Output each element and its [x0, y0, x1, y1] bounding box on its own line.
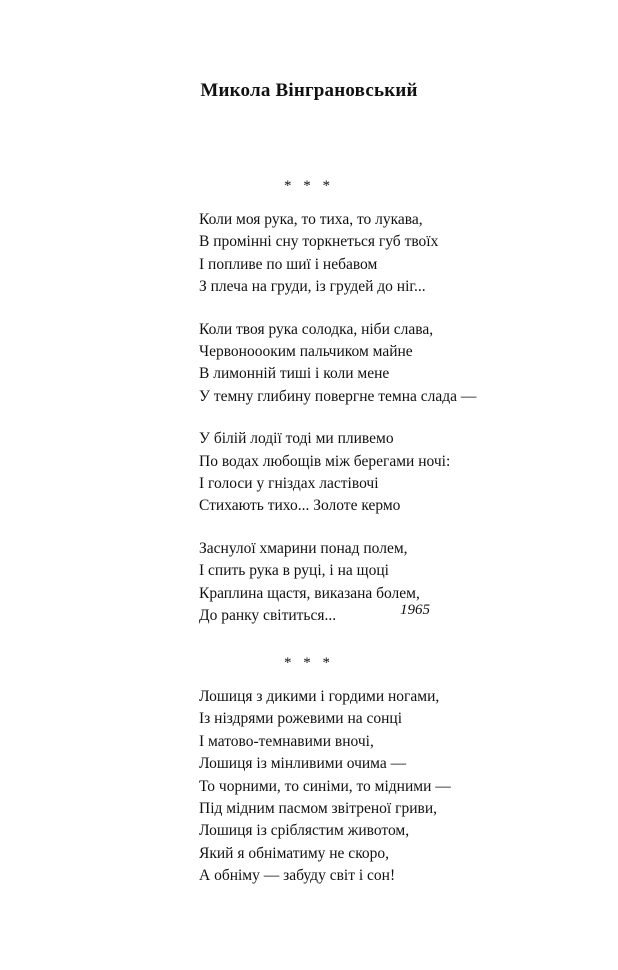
verse-line: Стихають тихо... Золоте кермо — [199, 497, 401, 515]
verse-line: Коли моя рука, то тиха, то лукава, — [199, 211, 423, 228]
poem-1-stanza-3 — [199, 428, 499, 518]
verse-line: А обніму — забуду світ і сон! — [199, 867, 396, 885]
poem-2-separator: * * * — [284, 655, 334, 671]
verse-line: Який я обніматиму не скоро, — [199, 844, 390, 862]
poem-1-stanza-4 — [199, 538, 499, 628]
poem-1-date: 1965 — [400, 602, 430, 618]
verse-line: Під мідним пасмом звітреної гриви, — [199, 800, 437, 818]
verse-line: Краплина щастя, виказана болем, — [199, 584, 420, 602]
verse-line: У білій лодії тоді ми пливемо — [199, 430, 394, 448]
verse-line: Заснулої хмарини понад полем, — [199, 539, 408, 557]
verse-line: І матово-темнавими вночі, — [199, 732, 374, 750]
author-heading: Микола Вінграновський — [200, 80, 418, 101]
poem-1-stanza-1 — [199, 209, 499, 299]
verse-line: Лошиця із мінливими очима — — [199, 755, 407, 773]
verse-line: Лошиця із сріблястим животом, — [199, 822, 410, 840]
verse-line: По водах любощів між берегами ночі: — [199, 452, 451, 470]
poem-1-separator: * * * — [284, 178, 334, 194]
poem-1-stanza-2 — [199, 319, 499, 409]
verse-line: І спить рука в руці, і на щоці — [199, 562, 389, 580]
verse-line: У темну глибину повергне темна слада — — [199, 387, 477, 405]
verse-line: До ранку світиться... — [199, 607, 337, 625]
poem-1 — [199, 209, 499, 648]
verse-line: Коли твоя рука солодка, ніби слава, — [199, 320, 434, 338]
verse-line: То чорними, то синіми, то мідними — — [199, 777, 451, 795]
verse-line: Лошиця з дикими і гордими ногами, — [199, 688, 440, 705]
verse-line: З плеча на груди, із грудей до ніг... — [199, 278, 426, 296]
verse-line: І голоси у гніздах ластівочі — [199, 475, 379, 493]
verse-line: В промінні сну торкнеться губ твоїх — [199, 233, 439, 251]
verse-line: Червоноооким пальчиком майне — [199, 343, 413, 361]
verse-line: В лимонній тиші і коли мене — [199, 365, 390, 383]
verse-line: Із ніздрями рожевими на сонці — [199, 710, 403, 728]
verse-line: І попливе по шиї і небавом — [199, 255, 378, 273]
poem-2 — [199, 686, 499, 908]
poem-2-stanza-1 — [199, 686, 499, 888]
